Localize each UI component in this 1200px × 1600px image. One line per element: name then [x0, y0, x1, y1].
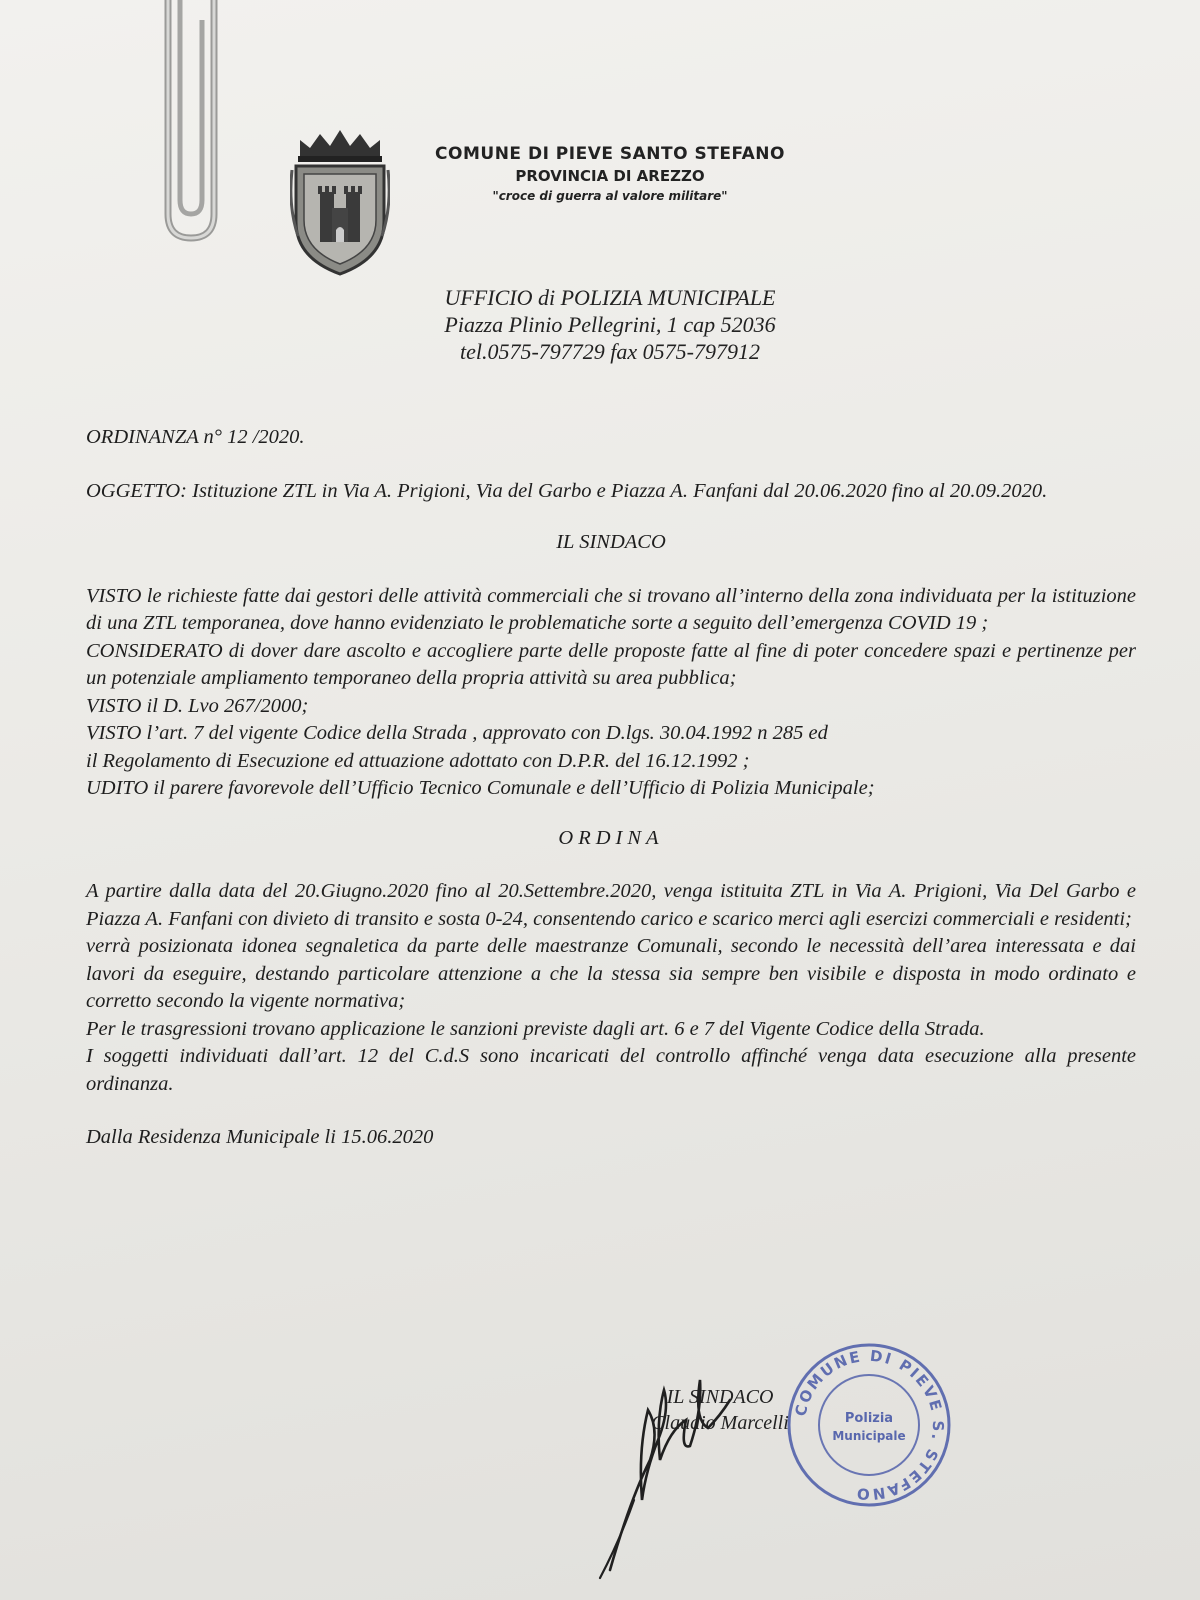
premises-section [86, 583, 1136, 803]
signature-name: Claudio Marcelli [651, 1412, 789, 1434]
office-header [340, 284, 880, 365]
castle-crest-icon [290, 126, 390, 276]
premise-item: VISTO il D. Lvo 267/2000; [86, 694, 309, 717]
premise-item: VISTO l’art. 7 del vigente Codice della Strada , approvato con D.lgs. 30.04.1992 n 285 ed [86, 722, 828, 744]
stamp-ring-text: COMUNE DI PIEVE S. STEFANO [791, 1346, 948, 1504]
ordinance-subject: OGGETTO: Istituzione ZTL in Via A. Prigioni, Via del Garbo e Piazza A. Fanfani dal 20.06.2020 fino al 20.09.2020. [86, 479, 1048, 502]
office-name: UFFICIO di POLIZIA MUNICIPALE [444, 285, 776, 310]
office-contacts: tel.0575-797729 fax 0575-797912 [459, 339, 761, 364]
document-body [86, 424, 1136, 1152]
place-and-date: Dalla Residenza Municipale li 15.06.2020 [86, 1126, 434, 1148]
municipality-name: COMUNE DI PIEVE SANTO STEFANO [435, 144, 785, 164]
province-name: PROVINCIA DI AREZZO [515, 167, 705, 185]
office-address: Piazza Plinio Pellegrini, 1 cap 52036 [444, 312, 776, 337]
premise-item: il Regolamento di Esecuzione ed attuazione adottato con D.P.R. del 16.12.1992 ; [86, 749, 750, 772]
stamp-center-line1: Polizia [844, 1411, 894, 1426]
official-stamp [784, 1340, 954, 1510]
orders-section [86, 878, 1136, 1098]
order-item: verrà posizionata idonea segnaletica da parte delle maestranze Comunali, secondo le necessità dell’area interessata e dai lavori da eseguire, destando particolare attenzione a che la stessa sia sempre ben visibile e disposta in modo ordinato e corretto secondo la vigente normativa; [86, 935, 1136, 1012]
premise-item: VISTO le richieste fatte dai gestori delle attività commerciali che si trovano all’interno della zona individuata per la istituzione di una ZTL temporanea, dove hanno evidenziato le problematiche sorte a seguito dell’emergenza COVID 19 ; [86, 584, 1136, 634]
signature-title: IL SINDACO [666, 1386, 774, 1408]
stamp-center-line2: Municipale [832, 1429, 906, 1443]
paper-clip-icon [160, 0, 222, 244]
premise-item: CONSIDERATO di dover dare ascolto e accogliere parte delle proposte fatte al fine di poter concedere spazi e pertinenze per un potenziale ampliamento temporaneo della propria attività su area pubblica; [86, 639, 1136, 689]
ordinance-number: ORDINANZA n° 12 /2020. [86, 426, 305, 448]
order-item: I soggetti individuati dall’art. 12 del C.d.S sono incaricati del controllo affinché venga data esecuzione alla presente ordinanza. [86, 1045, 1136, 1095]
letterhead [400, 144, 820, 203]
order-item: Per le trasgressioni trovano applicazione le sanzioni previste dagli art. 6 e 7 del Vigente Codice della Strada. [86, 1017, 985, 1040]
premise-item: UDITO il parere favorevole dell’Ufficio Tecnico Comunale e dell’Ufficio di Polizia Municipale; [86, 777, 875, 799]
municipality-motto: "croce di guerra al valore militare" [492, 189, 728, 203]
heading-mayor: IL SINDACO [556, 531, 666, 553]
order-item: A partire dalla data del 20.Giugno.2020 fino al 20.Settembre.2020, venga istituita ZTL in Via A. Prigioni, Via Del Garbo e Piazza A. Fanfani con divieto di transito e sosta 0-24, consentendo carico e scarico merci agli esercizi commerciali e residenti; [86, 880, 1136, 930]
heading-orders: ORDINA [558, 826, 664, 849]
